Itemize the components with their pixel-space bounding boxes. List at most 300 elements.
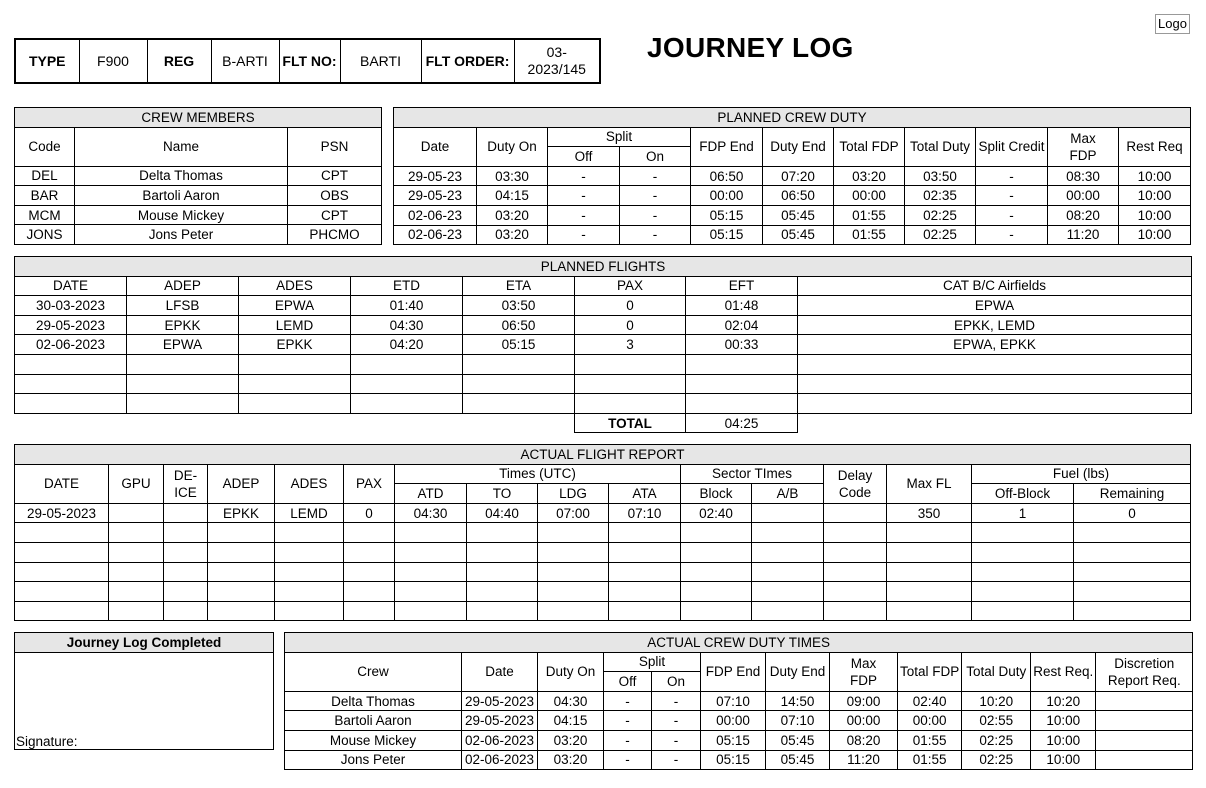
table-cell: 04:40: [467, 503, 538, 523]
table-cell: [127, 354, 239, 374]
table-row: [285, 750, 1193, 770]
table-cell: -: [652, 711, 701, 731]
column-header: Fuel (lbs): [972, 464, 1191, 484]
table-cell: LEMD: [239, 315, 351, 335]
table-row: [15, 315, 1192, 335]
table-cell: [275, 601, 344, 621]
section-title: PLANNED CREW DUTY: [394, 108, 1191, 128]
table-cell: CPT: [288, 205, 382, 225]
table-cell: [752, 503, 824, 523]
column-header: PAX: [575, 276, 686, 296]
table-cell: [467, 523, 538, 543]
flt-no-label: FLT NO:: [279, 39, 340, 83]
column-header: Total Duty: [962, 652, 1031, 691]
table-cell: [164, 503, 208, 523]
table-cell: 06:50: [691, 166, 763, 186]
table-cell: 1: [972, 503, 1074, 523]
table-cell: 09:00: [830, 691, 898, 711]
table-cell: 01:55: [834, 205, 905, 225]
table-cell: [164, 542, 208, 562]
column-header: DATE: [15, 464, 109, 503]
table-cell: [538, 542, 609, 562]
table-cell: 02:35: [905, 186, 976, 206]
table-cell: [538, 601, 609, 621]
table-cell: [395, 562, 467, 582]
table-cell: [208, 562, 275, 582]
table-cell: [208, 582, 275, 602]
table-cell: [609, 542, 681, 562]
column-header: Split: [604, 652, 701, 672]
signature-area[interactable]: [15, 653, 274, 750]
table-cell: Bartoli Aaron: [75, 186, 288, 206]
table-cell: Jons Peter: [75, 225, 288, 245]
table-cell: [351, 374, 463, 394]
table-cell: [164, 582, 208, 602]
table-cell: EPWA: [798, 296, 1192, 316]
table-cell: EPKK: [208, 503, 275, 523]
journey-log-completed-box: [14, 632, 274, 750]
section-title: ACTUAL FLIGHT REPORT: [15, 445, 1191, 465]
column-header: Max FDP: [830, 652, 898, 691]
table-cell: -: [620, 225, 691, 245]
table-cell: 02:25: [962, 730, 1031, 750]
table-cell: 08:20: [1048, 205, 1119, 225]
table-cell: -: [976, 225, 1048, 245]
table-row: [394, 166, 1191, 186]
table-cell: [887, 562, 972, 582]
table-cell: 10:00: [1119, 205, 1191, 225]
column-header: ADES: [275, 464, 344, 503]
table-cell: 11:20: [830, 750, 898, 770]
table-cell: -: [652, 730, 701, 750]
table-cell: [1096, 750, 1193, 770]
table-cell: 02:40: [681, 503, 752, 523]
table-cell: [15, 582, 109, 602]
section-title: ACTUAL CREW DUTY TIMES: [285, 633, 1193, 653]
table-cell: 07:10: [701, 691, 766, 711]
column-header: Max FDP: [1048, 127, 1119, 166]
column-header: On: [652, 672, 701, 692]
table-cell: [127, 374, 239, 394]
table-row: [394, 205, 1191, 225]
table-cell: [395, 542, 467, 562]
column-header: TO: [467, 484, 538, 504]
column-header: Duty End: [766, 652, 830, 691]
table-row: [15, 186, 382, 206]
table-cell: [351, 354, 463, 374]
table-cell: [275, 542, 344, 562]
table-cell: 05:15: [701, 750, 766, 770]
logo-placeholder: Logo: [1155, 14, 1190, 34]
table-cell: [887, 523, 972, 543]
table-row: [285, 691, 1193, 711]
table-cell: 00:00: [834, 186, 905, 206]
table-cell: -: [652, 691, 701, 711]
table-cell: [344, 601, 395, 621]
table-cell: 08:20: [830, 730, 898, 750]
table-cell: [681, 523, 752, 543]
table-cell: [1096, 691, 1193, 711]
total-label: TOTAL: [575, 413, 686, 433]
table-cell: [887, 582, 972, 602]
table-cell: 10:20: [1031, 691, 1096, 711]
table-cell: 10:00: [1119, 186, 1191, 206]
table-cell: [972, 601, 1074, 621]
table-row: [394, 225, 1191, 245]
table-cell: 05:15: [691, 225, 763, 245]
table-cell: 06:50: [463, 315, 575, 335]
table-cell: [127, 394, 239, 414]
table-cell: [109, 562, 164, 582]
table-cell: 01:55: [898, 730, 962, 750]
column-header: Crew: [285, 652, 462, 691]
table-row: [285, 730, 1193, 750]
page-title: JOURNEY LOG: [647, 32, 854, 63]
column-header: Rest Req.: [1031, 652, 1096, 691]
table-cell: [824, 523, 887, 543]
table-cell: [15, 354, 127, 374]
column-header: Total Duty: [905, 127, 976, 166]
table-cell: [395, 601, 467, 621]
table-cell: -: [548, 166, 620, 186]
column-header: Date: [462, 652, 538, 691]
table-cell: 0: [1074, 503, 1191, 523]
table-cell: 05:45: [766, 730, 830, 750]
table-cell: -: [976, 205, 1048, 225]
table-cell: [824, 582, 887, 602]
table-cell: OBS: [288, 186, 382, 206]
table-cell: 02-06-2023: [15, 335, 127, 355]
crew-members-table: [14, 107, 382, 245]
table-row: [15, 523, 1191, 543]
table-cell: [15, 394, 127, 414]
table-cell: -: [548, 205, 620, 225]
table-cell: 02-06-2023: [462, 750, 538, 770]
table-row: [15, 296, 1192, 316]
flt-order-label: FLT ORDER:: [421, 39, 514, 83]
table-cell: 03:50: [905, 166, 976, 186]
column-header: On: [620, 147, 691, 167]
table-cell: 08:30: [1048, 166, 1119, 186]
table-cell: 02:25: [962, 750, 1031, 770]
table-cell: Mouse Mickey: [285, 730, 462, 750]
section-title: PLANNED FLIGHTS: [15, 257, 1192, 277]
table-row: [15, 503, 1191, 523]
table-row: [394, 186, 1191, 206]
column-header: ETA: [463, 276, 575, 296]
column-header: Code: [15, 127, 75, 166]
table-cell: 29-05-23: [394, 166, 477, 186]
table-cell: -: [548, 186, 620, 206]
table-cell: 01:55: [898, 750, 962, 770]
table-cell: [609, 601, 681, 621]
table-cell: 02:25: [905, 225, 976, 245]
table-cell: [972, 523, 1074, 543]
table-cell: 07:10: [609, 503, 681, 523]
table-cell: [824, 542, 887, 562]
column-header: A/B: [752, 484, 824, 504]
table-cell: 00:00: [701, 711, 766, 731]
table-cell: 00:33: [686, 335, 798, 355]
table-cell: CPT: [288, 166, 382, 186]
table-cell: -: [604, 711, 652, 731]
table-cell: 0: [344, 503, 395, 523]
table-cell: [1074, 523, 1191, 543]
flt-no-value: BARTI: [340, 39, 421, 83]
table-cell: 29-05-2023: [15, 503, 109, 523]
table-cell: [609, 562, 681, 582]
table-cell: [824, 503, 887, 523]
signature-label: Signature:: [16, 734, 78, 749]
type-label: TYPE: [15, 39, 79, 83]
table-cell: [15, 562, 109, 582]
column-header: ADEP: [127, 276, 239, 296]
table-cell: [275, 523, 344, 543]
table-cell: 05:15: [691, 205, 763, 225]
table-cell: [239, 374, 351, 394]
table-cell: -: [620, 186, 691, 206]
table-cell: 10:20: [962, 691, 1031, 711]
column-header: LDG: [538, 484, 609, 504]
table-cell: 06:50: [763, 186, 834, 206]
table-cell: 00:00: [898, 711, 962, 731]
table-cell: [467, 582, 538, 602]
table-row: [15, 542, 1191, 562]
column-header: Times (UTC): [395, 464, 681, 484]
section-title: CREW MEMBERS: [15, 108, 382, 128]
table-cell: [609, 523, 681, 543]
table-cell: -: [604, 691, 652, 711]
table-cell: -: [976, 166, 1048, 186]
table-cell: 03:20: [477, 205, 548, 225]
table-cell: 03:20: [538, 750, 604, 770]
table-cell: [686, 394, 798, 414]
table-cell: BAR: [15, 186, 75, 206]
column-header: Name: [75, 127, 288, 166]
table-cell: [575, 354, 686, 374]
table-cell: 05:15: [701, 730, 766, 750]
table-cell: 02:55: [962, 711, 1031, 731]
table-cell: 01:48: [686, 296, 798, 316]
table-cell: [463, 394, 575, 414]
table-cell: [208, 523, 275, 543]
table-cell: [1096, 730, 1193, 750]
column-header: PSN: [288, 127, 382, 166]
table-cell: 04:15: [477, 186, 548, 206]
table-cell: [538, 562, 609, 582]
column-header: FDP End: [701, 652, 766, 691]
table-cell: 02:04: [686, 315, 798, 335]
column-header: Remaining: [1074, 484, 1191, 504]
table-cell: [275, 582, 344, 602]
table-row: [15, 601, 1191, 621]
column-header: ADES: [239, 276, 351, 296]
table-cell: [972, 562, 1074, 582]
column-header: Rest Req: [1119, 127, 1191, 166]
table-row: [15, 205, 382, 225]
table-cell: [467, 542, 538, 562]
table-cell: 04:30: [538, 691, 604, 711]
column-header: DATE: [15, 276, 127, 296]
table-cell: [681, 582, 752, 602]
table-cell: [752, 601, 824, 621]
table-cell: 29-05-23: [394, 186, 477, 206]
table-cell: [686, 354, 798, 374]
table-cell: [887, 601, 972, 621]
column-header: Off-Block: [972, 484, 1074, 504]
actual-crew-duty-table: [284, 632, 1193, 770]
column-header: Delay Code: [824, 464, 887, 503]
column-header: Duty End: [763, 127, 834, 166]
actual-flight-report-table: [14, 444, 1191, 621]
table-cell: [752, 542, 824, 562]
table-cell: -: [604, 730, 652, 750]
table-cell: 11:20: [1048, 225, 1119, 245]
table-cell: 350: [887, 503, 972, 523]
table-cell: [824, 562, 887, 582]
table-cell: 04:15: [538, 711, 604, 731]
table-cell: EPWA, EPKK: [798, 335, 1192, 355]
column-header: GPU: [109, 464, 164, 503]
table-cell: [344, 562, 395, 582]
table-cell: [798, 374, 1192, 394]
table-cell: EPKK, LEMD: [798, 315, 1192, 335]
table-cell: 03:50: [463, 296, 575, 316]
table-cell: 10:00: [1031, 750, 1096, 770]
column-header: Off: [604, 672, 652, 692]
column-header: Max FL: [887, 464, 972, 503]
table-cell: LFSB: [127, 296, 239, 316]
table-cell: [239, 354, 351, 374]
table-cell: [164, 523, 208, 543]
table-cell: [15, 542, 109, 562]
table-cell: [681, 542, 752, 562]
table-row: [15, 354, 1192, 374]
table-cell: -: [620, 166, 691, 186]
table-cell: [1096, 711, 1193, 731]
column-header: PAX: [344, 464, 395, 503]
table-cell: 3: [575, 335, 686, 355]
table-cell: 02:40: [898, 691, 962, 711]
flt-order-value: 03-2023/145: [514, 39, 600, 83]
table-cell: [752, 562, 824, 582]
table-cell: -: [604, 750, 652, 770]
table-cell: [344, 542, 395, 562]
table-row: [285, 711, 1193, 731]
table-cell: 0: [575, 315, 686, 335]
table-cell: DEL: [15, 166, 75, 186]
table-cell: [463, 374, 575, 394]
table-cell: [351, 394, 463, 414]
table-cell: 14:50: [766, 691, 830, 711]
table-cell: PHCMO: [288, 225, 382, 245]
table-cell: 29-05-2023: [15, 315, 127, 335]
table-cell: 02-06-2023: [462, 730, 538, 750]
column-header: Date: [394, 127, 477, 166]
column-header: Discretion Report Req.: [1096, 652, 1193, 691]
table-cell: 10:00: [1031, 730, 1096, 750]
table-cell: Delta Thomas: [75, 166, 288, 186]
table-cell: 07:20: [763, 166, 834, 186]
table-cell: 04:30: [351, 315, 463, 335]
table-cell: [164, 601, 208, 621]
column-header: Split: [548, 127, 691, 147]
table-cell: [344, 523, 395, 543]
table-cell: [798, 394, 1192, 414]
table-row: [15, 335, 1192, 355]
table-cell: [1074, 582, 1191, 602]
column-header: ADEP: [208, 464, 275, 503]
table-cell: -: [620, 205, 691, 225]
table-cell: [1074, 562, 1191, 582]
table-row: [15, 562, 1191, 582]
table-row: [15, 225, 382, 245]
table-cell: 03:30: [477, 166, 548, 186]
column-header: Off: [548, 147, 620, 167]
table-cell: 05:45: [763, 205, 834, 225]
table-cell: [798, 354, 1192, 374]
column-header: ATA: [609, 484, 681, 504]
column-header: ATD: [395, 484, 467, 504]
table-cell: 29-05-2023: [462, 711, 538, 731]
table-cell: 03:20: [834, 166, 905, 186]
table-cell: 05:15: [463, 335, 575, 355]
reg-value: B-ARTI: [211, 39, 279, 83]
table-cell: 02:25: [905, 205, 976, 225]
table-cell: [344, 582, 395, 602]
table-cell: [752, 582, 824, 602]
table-cell: 01:40: [351, 296, 463, 316]
table-cell: [824, 601, 887, 621]
table-row: [15, 166, 382, 186]
column-header: CAT B/C Airfields: [798, 276, 1192, 296]
table-cell: 07:00: [538, 503, 609, 523]
header-info-table: [14, 38, 601, 84]
table-cell: [538, 523, 609, 543]
table-cell: EPWA: [239, 296, 351, 316]
table-cell: 04:30: [395, 503, 467, 523]
table-cell: 03:20: [477, 225, 548, 245]
table-cell: 29-05-2023: [462, 691, 538, 711]
column-header: Total FDP: [834, 127, 905, 166]
column-header: FDP End: [691, 127, 763, 166]
table-cell: [538, 582, 609, 602]
table-cell: [109, 542, 164, 562]
table-cell: Mouse Mickey: [75, 205, 288, 225]
table-row: [15, 582, 1191, 602]
table-cell: [395, 523, 467, 543]
table-cell: 00:00: [1048, 186, 1119, 206]
table-cell: [972, 582, 1074, 602]
table-cell: [575, 374, 686, 394]
column-header: EFT: [686, 276, 798, 296]
column-header: Duty On: [477, 127, 548, 166]
table-cell: [681, 601, 752, 621]
table-cell: EPKK: [239, 335, 351, 355]
table-cell: [208, 601, 275, 621]
type-value: F900: [79, 39, 147, 83]
column-header: Sector TImes: [681, 464, 824, 484]
table-cell: [15, 523, 109, 543]
table-cell: 00:00: [691, 186, 763, 206]
table-cell: [1074, 542, 1191, 562]
table-cell: [467, 601, 538, 621]
table-cell: Bartoli Aaron: [285, 711, 462, 731]
table-cell: [887, 542, 972, 562]
table-cell: [686, 374, 798, 394]
table-cell: [752, 523, 824, 543]
table-row: [15, 394, 1192, 414]
